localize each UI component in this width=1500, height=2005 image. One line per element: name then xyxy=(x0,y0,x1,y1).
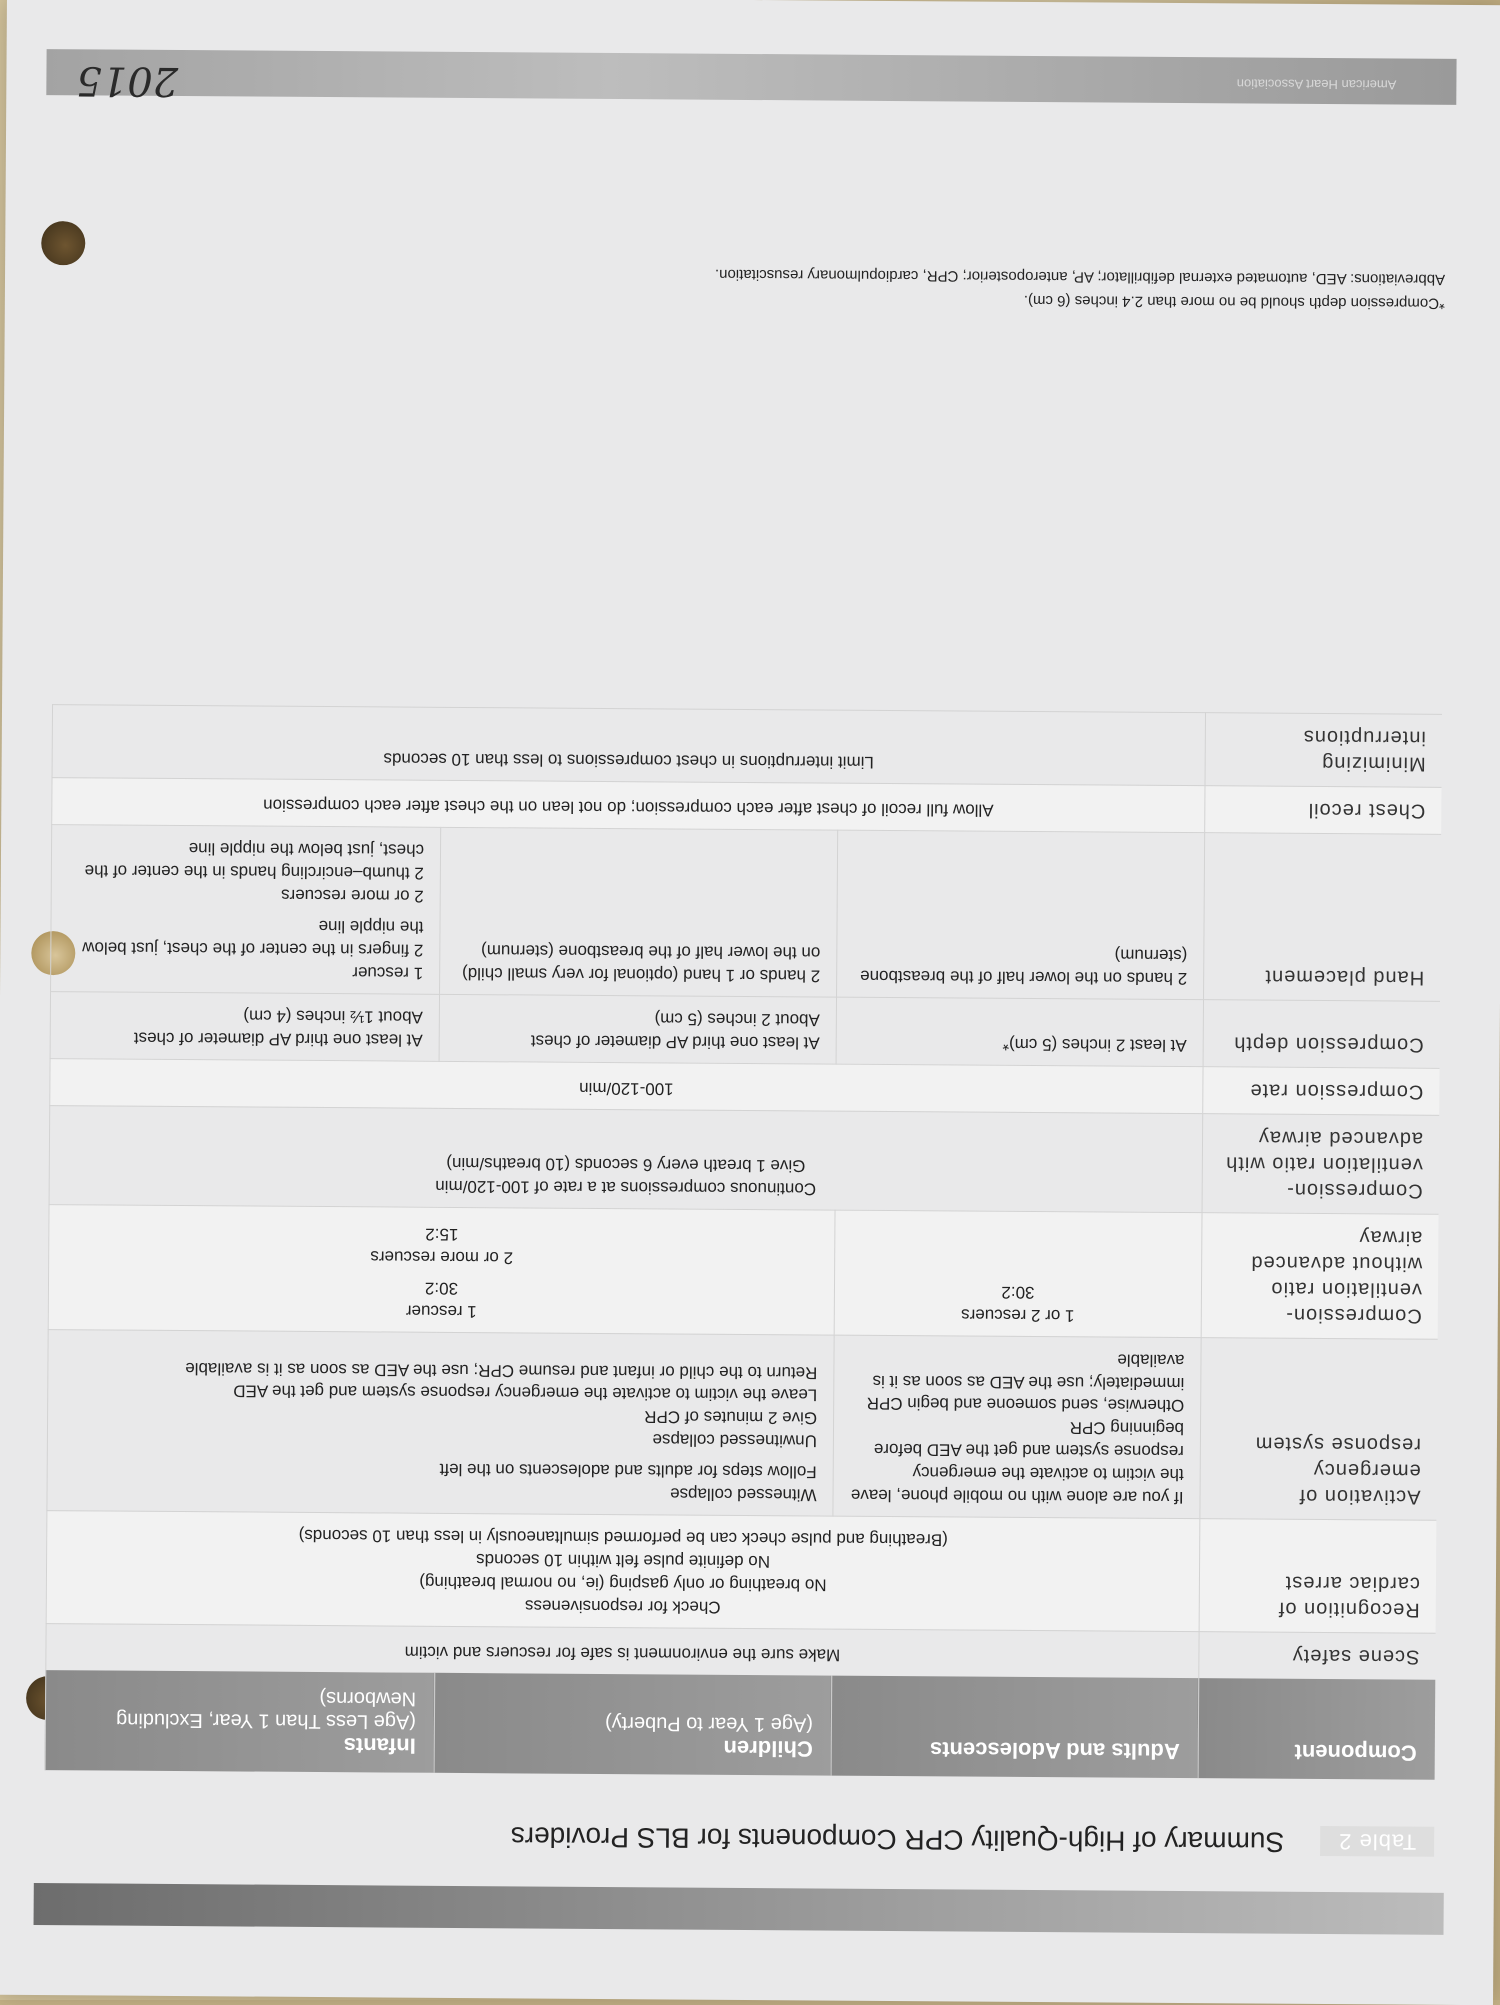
hand-infants-cell xyxy=(51,825,441,994)
recognition-line-3: No definite pulse felt within 10 seconds xyxy=(476,1550,771,1572)
activation-adults-text-2: Otherwise, send someone and begin CPR immediately; use the AED as soon as it is available xyxy=(866,1350,1185,1416)
ratio-adults-value: 30:2 xyxy=(1001,1282,1035,1302)
handwritten-year: 2015 xyxy=(76,57,179,104)
minimizing-cell: Limit interruptions in chest compressions to less than 10 seconds xyxy=(52,705,1205,786)
unwitnessed-text-1: Give 2 minutes of CPR xyxy=(644,1407,818,1428)
activation-adults-cell xyxy=(833,1335,1201,1519)
cpr-components-table xyxy=(45,704,1442,1779)
row-compression-depth xyxy=(50,991,1440,1068)
depth-children-line-2: About 2 inches (5 cm) xyxy=(654,1009,820,1030)
footnote: *Compression depth should be no more than 2.4 inches (6 cm). xyxy=(1023,291,1445,312)
component-cell: Compression-ventilation ratio without advanced airway xyxy=(1201,1212,1438,1339)
header-infants xyxy=(45,1670,435,1773)
chest-recoil-cell: Allow full recoil of chest after each compression; do not lean on the chest after each compression xyxy=(52,778,1205,833)
component-cell: Minimizing interruptions xyxy=(1205,713,1442,788)
table-header-row xyxy=(45,1670,1435,1780)
publisher-label: American Heart Association xyxy=(1236,76,1397,93)
ratio-with-cell xyxy=(49,1105,1203,1212)
table-notes xyxy=(65,257,1445,315)
row-ratio-without-airway xyxy=(48,1204,1438,1339)
row-compression-rate xyxy=(50,1058,1440,1115)
component-cell: Compression rate xyxy=(1203,1066,1440,1115)
hand-infants-text-2: 2 thumb–encircling hands in the center of the chest, just below the nipple line xyxy=(84,839,425,883)
header-band xyxy=(34,1883,1444,1935)
ratio-one-rescuer-value: 30:2 xyxy=(424,1278,459,1298)
header-adults: Adults and Adolescents xyxy=(831,1676,1199,1779)
hand-infants-label-1: 1 rescuer xyxy=(352,963,424,983)
ratio-adults-label: 1 or 2 rescuers xyxy=(961,1305,1075,1325)
ratio-without-adults-cell xyxy=(834,1210,1202,1338)
header-children-title: Children xyxy=(723,1735,813,1762)
ratio-with-line-2: Give 1 breath every 6 seconds (10 breaths/min) xyxy=(446,1153,806,1176)
scene-safety-cell: Make sure the environment is safe for rescuers and victim xyxy=(46,1624,1199,1679)
component-cell: Recognition of cardiac arrest xyxy=(1199,1519,1436,1633)
footer-band xyxy=(46,49,1456,105)
witnessed-text: Follow steps for adults and adolescents on the left xyxy=(439,1460,817,1482)
row-hand-placement xyxy=(51,825,1442,1001)
activation-adults-text: If you are alone with no mobile phone, leave the victim to activate the emergency response system and get the AED before beginning CPR xyxy=(850,1418,1185,1508)
component-cell: Activation of emergency response system xyxy=(1200,1337,1438,1520)
title-row xyxy=(54,1805,1434,1865)
row-recognition xyxy=(46,1511,1436,1633)
recognition-line-4: (Breathing and pulse check can be performed simultaneously in less than 10 seconds) xyxy=(298,1526,948,1550)
page-title: Summary of High-Quality CPR Components for BLS Providers xyxy=(510,1821,1285,1858)
header-infants-sub: (Age Less Than 1 Year, Excluding Newborns) xyxy=(116,1687,417,1733)
ratio-with-line-1: Continuous compressions at a rate of 100-120/min xyxy=(435,1176,817,1199)
header-children-sub: (Age 1 Year to Puberty) xyxy=(604,1712,814,1736)
row-chest-recoil xyxy=(52,778,1442,835)
witnessed-label: Witnessed collapse xyxy=(670,1484,817,1505)
header-component: Component xyxy=(1198,1678,1435,1780)
recognition-line-1: Check for responsiveness xyxy=(524,1596,721,1617)
component-cell: Compression depth xyxy=(1203,999,1440,1068)
depth-infants-cell xyxy=(50,991,439,1061)
unwitnessed-text-2: Leave the victim to activate the emergency response system and get the AED xyxy=(233,1381,818,1405)
row-activation xyxy=(47,1329,1438,1520)
hand-children-cell: 2 hands or 1 hand (optional for very small child) on the lower half of the breastbone (sternum) xyxy=(440,828,838,997)
component-cell: Chest recoil xyxy=(1205,786,1442,835)
ratio-without-children-infants-cell xyxy=(48,1204,835,1334)
hand-infants-label-2: 2 or more rescuers xyxy=(280,885,424,906)
recognition-cell xyxy=(46,1511,1200,1632)
hand-adults-cell: 2 hands on the lower half of the breastbone (sternum) xyxy=(837,830,1205,999)
header-infants-title: Infants xyxy=(343,1733,416,1759)
recognition-line-2: No breathing or only gasping (ie, no normal breathing) xyxy=(419,1572,827,1595)
ratio-one-rescuer-label: 1 rescuer xyxy=(405,1301,477,1321)
unwitnessed-label: Unwitnessed collapse xyxy=(652,1430,817,1451)
component-cell: Hand placement xyxy=(1204,833,1442,1001)
activation-children-infants-cell xyxy=(47,1329,834,1516)
depth-children-cell xyxy=(439,994,836,1064)
header-children xyxy=(434,1673,832,1776)
component-cell: Scene safety xyxy=(1199,1632,1436,1680)
component-cell: Compression-ventilation ratio with advanced airway xyxy=(1202,1113,1439,1214)
compression-rate-cell: 100-120/min xyxy=(50,1058,1203,1113)
ratio-two-rescuer-label: 2 or more rescuers xyxy=(370,1247,514,1268)
row-ratio-with-airway xyxy=(49,1105,1439,1214)
depth-children-line-1: At least one third AP diameter of chest xyxy=(530,1031,820,1053)
ratio-two-rescuer-value: 15:2 xyxy=(425,1224,459,1244)
unwitnessed-text-3: Return to the child or infant and resume CPR; use the AED as soon as it is available xyxy=(185,1358,818,1383)
row-minimizing-interruptions xyxy=(52,705,1442,788)
table-tag: Table 2 xyxy=(1320,1826,1434,1857)
hand-infants-text-1: 2 fingers in the center of the chest, just below the nipple line xyxy=(82,916,424,960)
depth-infants-line-2: About 1½ inches (4 cm) xyxy=(243,1006,423,1027)
depth-adults-cell: At least 2 inches (5 cm)* xyxy=(836,997,1203,1066)
abbreviations: Abbreviations: AED, automated external defibrillator; AP, anteroposterior; CPR, cardiopulmonary resuscitation. xyxy=(714,265,1446,288)
row-scene-safety xyxy=(46,1624,1436,1680)
depth-infants-line-1: At least one third AP diameter of chest xyxy=(133,1028,423,1050)
